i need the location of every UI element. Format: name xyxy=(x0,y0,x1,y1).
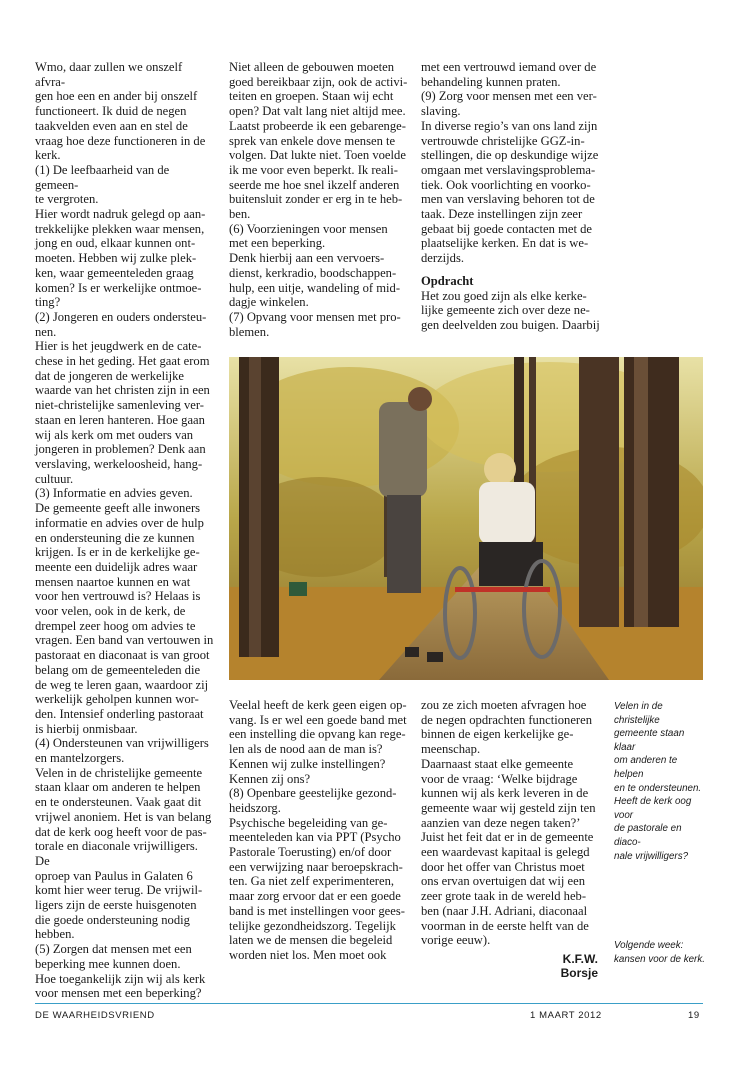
footer-publication: DE WAARHEIDSVRIEND xyxy=(35,1010,155,1021)
article-column-1: Wmo, daar zullen we onszelf afvra- gen hoe een en ander bij onszelf functioneert. Ik duid de negen taakvelden even aan en stel de vraag hoe deze functioneren in de kerk. (1) De leefbaarheid van de gemeen- te vergroten. Hier wordt nadruk gelegd op aan- trekkelijke plekken waar mensen, jong en oud, elkaar kunnen ont- moeten. Hebben wij zulke plek- ken, waar gemeenteleden graag komen? Is er werkelijke ontmoe- ting? (2) Jongeren en ouders ondersteu- nen. Hier is het jeugdwerk en de cate- chese in het geding. Het gaat erom dat de jongeren de werkelijke waarde van het christen zijn in een niet-christelijke samenleving ver- staan en leren hanteren. Hoe gaan wij als kerk om met ouders van jongeren in problemen? Denk aan verslaving, werkeloosheid, hang- cultuur. (3) Informatie en advies geven. De gemeente geeft alle inwoners informatie en advies over de hulp en ondersteuning die ze kunnen krijgen. Is er in de kerkelijke ge- meente een duidelijk adres waar mensen naartoe kunnen en wat voor hen vertrouwd is? Helaas is voor velen, ook in de kerk, de drempel zeer hoog om advies te vragen. Een band van vertouwen in pastoraat en diaconaat is van groot belang om de gemeenteleden die de weg te leren gaan, waardoor zij werkelijk geholpen kunnen wor- den. Intensief onderling pastoraat is hierbij onmisbaar. (4) Ondersteunen van vrijwilligers en mantelzorgers. Velen in de christelijke gemeente staan klaar om anderen te helpen en te ondersteunen. Vaak gaat dit vrijwel anoniem. Het is van belang dat de kerk oog heeft voor de pas- torale en diaconale vrijwilligers. De oproep van Paulus in Galaten 6 komt hier weer terug. De vrijwil- ligers zijn de eerste huisgenoten die goede ondersteuning nodig hebben. (5) Zorgen dat mensen met een beperking mee kunnen doen. Hoe toegankelijk zijn wij als kerk voor mensen met een beperking? xyxy=(35,60,214,1001)
pull-quote: Velen in de christelijke gemeente staan klaar om anderen te helpen en te ondersteunen. Heeft de kerk oog voor de pastorale en diaco- nale vrijwilligers? xyxy=(614,701,702,862)
article-column-3-continued: Het zou goed zijn als elke kerke- lijke gemeente zich over deze ne- gen deelvelden zou buigen. Daarbij xyxy=(421,288,600,332)
next-week-note: Volgende week: kansen voor de kerk. xyxy=(614,940,705,965)
page-number: 19 xyxy=(688,1010,700,1021)
article-column-3-text: met een vertrouwd iemand over de behandeling kunnen praten. (9) Zorg voor mensen met een ver- slaving. In diverse regio’s van ons land zijn vertrouwde christelijke GGZ-in- stellingen, die op deskundige wijze omgaan met verslavingsproblema- tiek. Ook voorlichting en voorko- men van verslaving behoren tot de taak. Deze instellingen zijn zeer gebaat bij goede contacten met de plaatselijke kerken. En dat is we- derzijds. xyxy=(421,60,599,266)
article-column-5: zou ze zich moeten afvragen hoe de negen opdrachten functioneren binnen de eigen kerkelijke ge- meenschap. Daarnaast staat elke gemeente voor de vraag: ‘Welke bijdrage kunnen wij als kerk leveren in de gemeente waar wij gesteld zijn ten aanzien van deze negen taken?’ Juist het feit dat er in de gemeente een waardevast kapitaal is gelegd door het offer van Christus moet ons ervan overtuigen dat wij een zeer grote taak in de wereld heb- ben (naar J.H. Adriani, diaconaal voorman in de eerste helft van de vorige eeuw). xyxy=(421,698,596,948)
article-column-2: Niet alleen de gebouwen moeten goed bereikbaar zijn, ook de activi- teiten en groepen. Staan wij echt open? Dat valt lang niet altijd mee. Laatst probeerde ik een gebarenge- sprek van enkele dove mensen te volgen. Dat lukte niet. Toen voelde ik me voor even beperkt. Ik reali- seerde me hoe snel ikzelf anderen buitensluit zonder er erg in te heb- ben. (6) Voorzieningen voor mensen met een beperking. Denk hierbij aan een vervoers- dienst, kerkradio, boodschappen- hulp, een uitje, wandeling of mid- dagje winkelen. (7) Opvang voor mensen met pro- blemen. xyxy=(229,60,408,339)
article-column-3 xyxy=(421,60,603,333)
author-name: K.F.W. Borsje xyxy=(560,952,598,980)
section-heading-opdracht: Opdracht xyxy=(421,273,474,288)
autumn-park-wheelchair-illustration xyxy=(229,357,703,680)
footer-divider xyxy=(35,1003,703,1004)
article-column-4: Veelal heeft de kerk geen eigen op- vang. Is er wel een goede band met een instelling die opvang kan rege- len als de nood aan de man is? Kennen wij zulke instellingen? Kennen zij ons? (8) Openbare geestelijke gezond- heidszorg. Psychische begeleiding van ge- meenteleden kan via PPT (Psycho Pastorale Toerusting) en/of door een verwijzing naar beroepskrach- ten. Ga niet zelf experimenteren, maar zorg ervoor dat er een goede band is met instellingen voor gees- telijke gezondheidszorg. Tegelijk laten we de mensen die begeleid worden niet los. Men moet ook xyxy=(229,698,407,962)
footer-date: 1 MAART 2012 xyxy=(530,1010,602,1021)
article-photo xyxy=(229,357,703,680)
